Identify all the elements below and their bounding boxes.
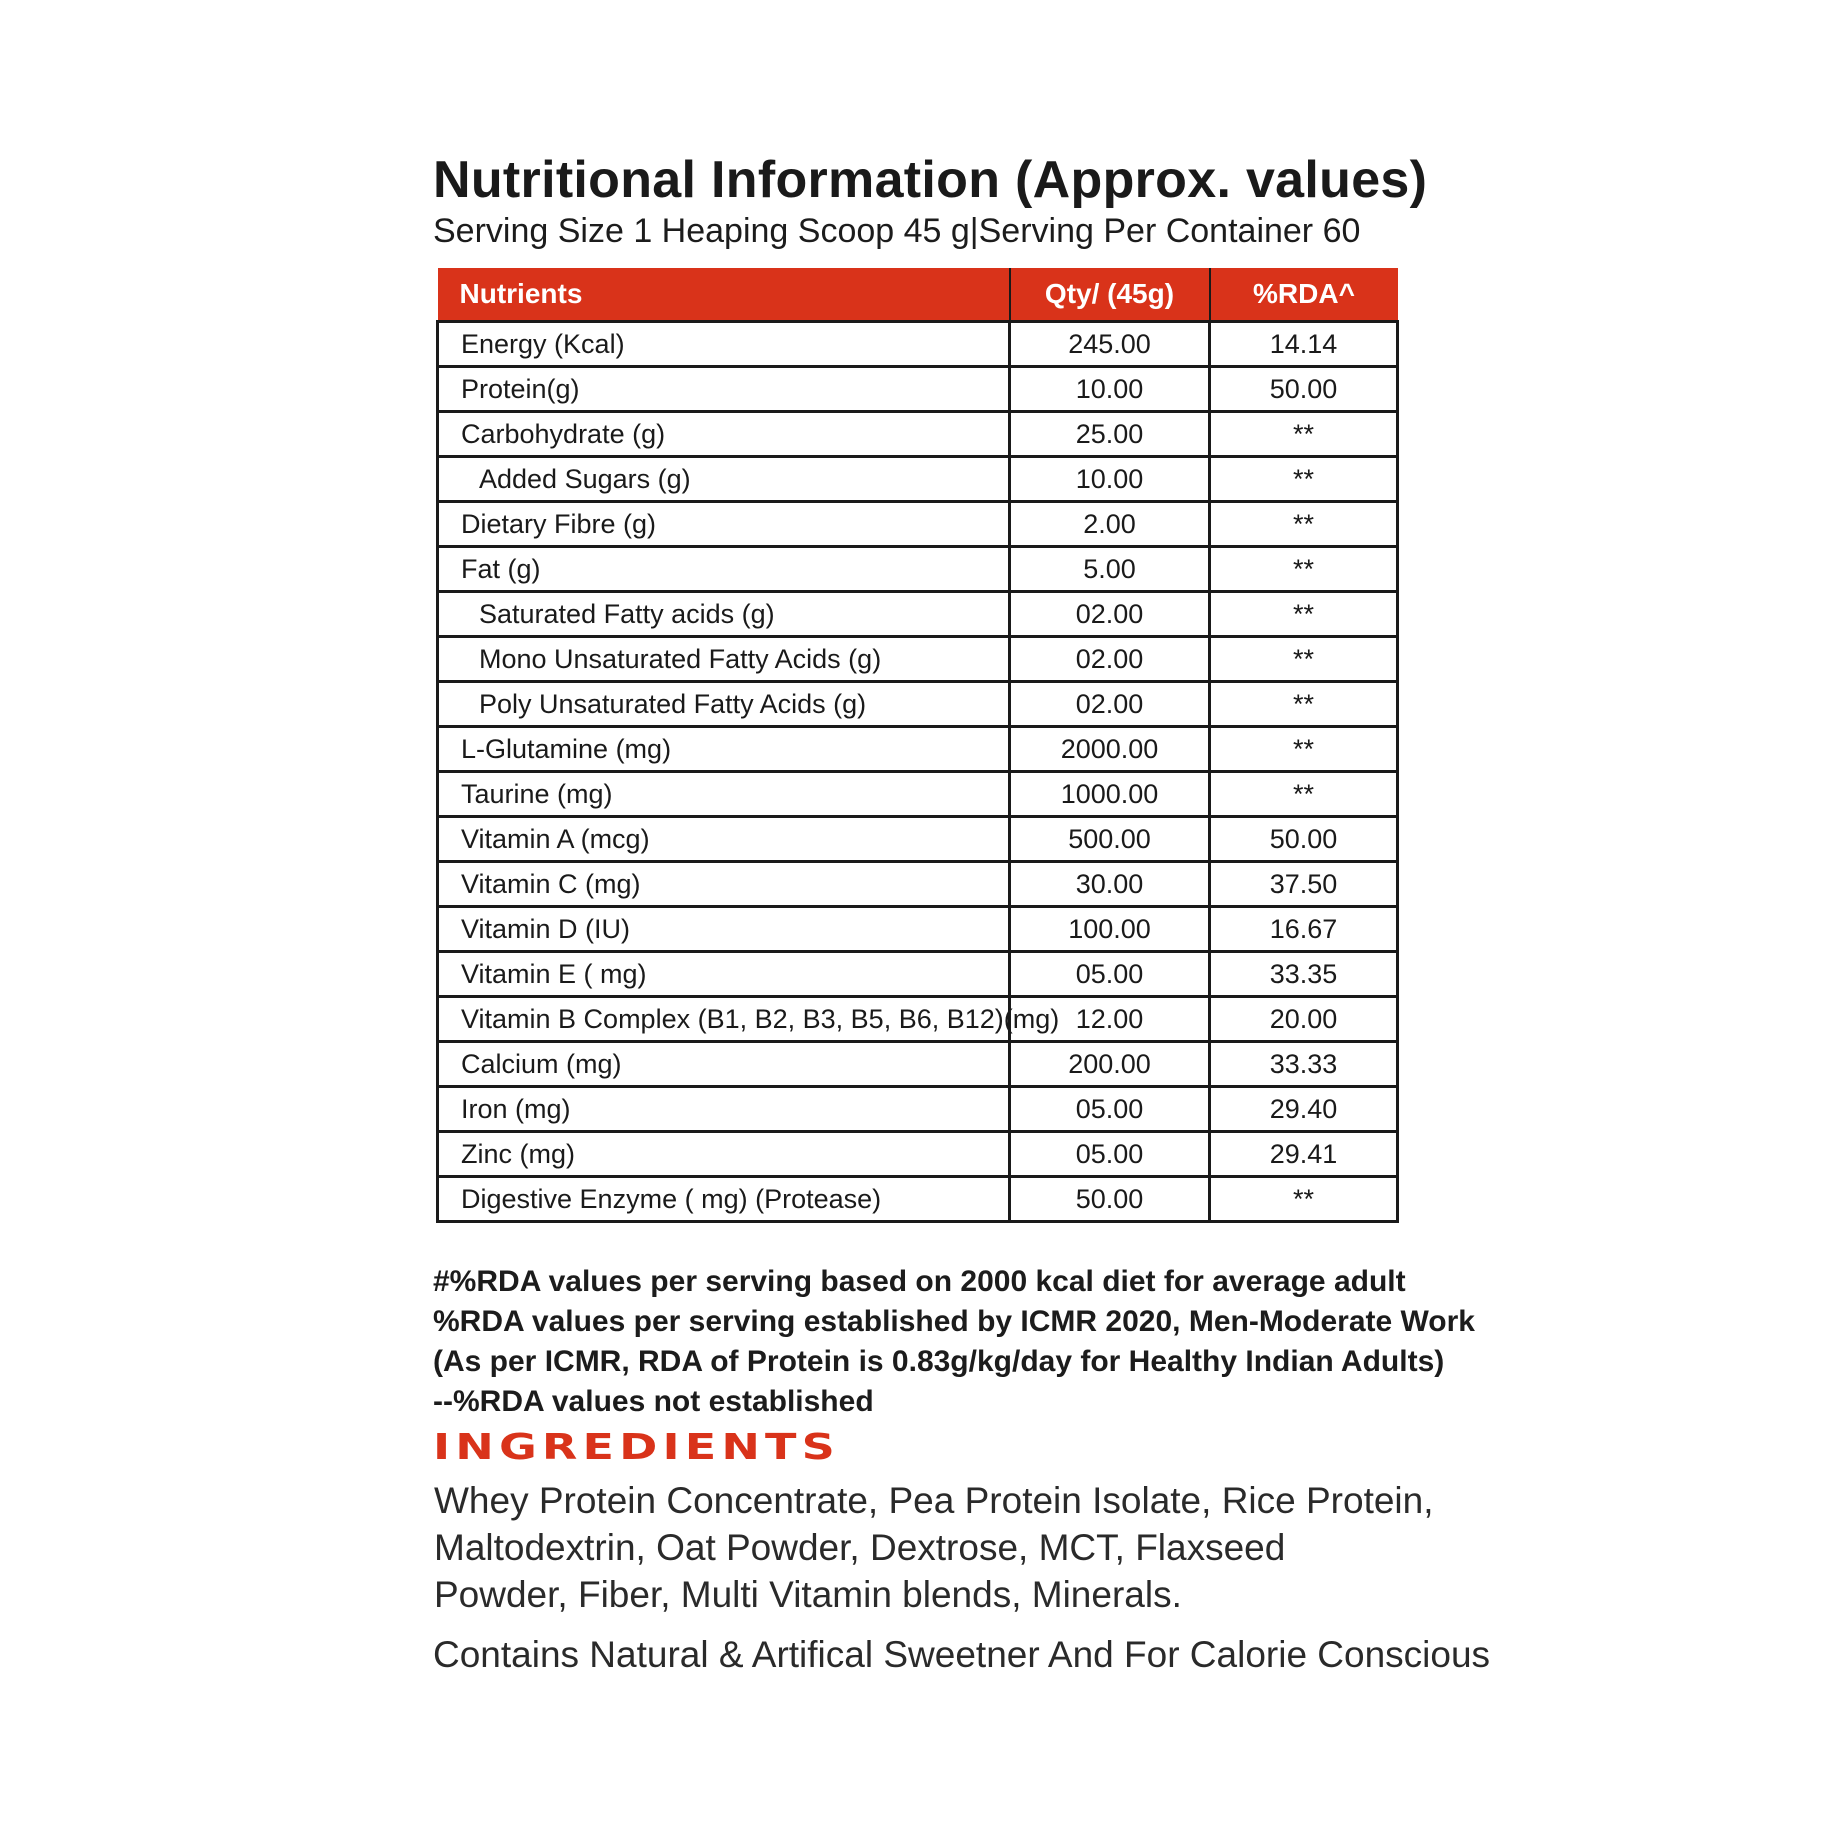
nutrient-qty: 05.00 xyxy=(1010,952,1210,997)
table-row xyxy=(438,817,1398,862)
nutrient-qty: 12.00 xyxy=(1010,997,1210,1042)
serving-info: Serving Size 1 Heaping Scoop 45 g|Serving Per Container 60 xyxy=(433,212,1361,250)
nutrient-qty: 02.00 xyxy=(1010,592,1210,637)
nutrient-rda: 14.14 xyxy=(1210,322,1398,367)
table-row xyxy=(438,1177,1398,1222)
nutrient-rda: 16.67 xyxy=(1210,907,1398,952)
nutrient-name: Zinc (mg) xyxy=(438,1132,1010,1177)
nutrient-name: Vitamin A (mcg) xyxy=(438,817,1010,862)
nutrient-name: Energy (Kcal) xyxy=(438,322,1010,367)
nutrient-qty: 100.00 xyxy=(1010,907,1210,952)
nutrient-name: Taurine (mg) xyxy=(438,772,1010,817)
nutrient-rda: ** xyxy=(1210,457,1398,502)
nutrient-qty: 25.00 xyxy=(1010,412,1210,457)
nutrition-table-body xyxy=(438,322,1398,1222)
table-row xyxy=(438,412,1398,457)
nutrient-name: Fat (g) xyxy=(438,547,1010,592)
nutrient-rda: ** xyxy=(1210,637,1398,682)
table-row xyxy=(438,1087,1398,1132)
table-row xyxy=(438,1042,1398,1087)
nutrient-name: L-Glutamine (mg) xyxy=(438,727,1010,772)
nutrient-name: Vitamin B Complex (B1, B2, B3, B5, B6, B12)(mg) xyxy=(438,997,1010,1042)
nutrient-qty: 2000.00 xyxy=(1010,727,1210,772)
nutrient-rda: ** xyxy=(1210,1177,1398,1222)
nutrient-qty: 200.00 xyxy=(1010,1042,1210,1087)
footnote-line: %RDA values per serving established by ICMR 2020, Men-Moderate Work xyxy=(433,1305,1475,1338)
nutrient-rda: 50.00 xyxy=(1210,817,1398,862)
nutrient-qty: 245.00 xyxy=(1010,322,1210,367)
nutrient-rda: 50.00 xyxy=(1210,367,1398,412)
nutrient-rda: ** xyxy=(1210,547,1398,592)
table-row xyxy=(438,637,1398,682)
nutrient-qty: 05.00 xyxy=(1010,1132,1210,1177)
table-row xyxy=(438,547,1398,592)
ingredients-line: Whey Protein Concentrate, Pea Protein Isolate, Rice Protein, xyxy=(434,1480,1434,1521)
nutrient-qty: 500.00 xyxy=(1010,817,1210,862)
nutrient-name: Vitamin C (mg) xyxy=(438,862,1010,907)
footnotes xyxy=(433,1262,1475,1422)
nutrient-name: Carbohydrate (g) xyxy=(438,412,1010,457)
nutrient-qty: 10.00 xyxy=(1010,367,1210,412)
nutrient-name: Poly Unsaturated Fatty Acids (g) xyxy=(438,682,1010,727)
nutrient-qty: 1000.00 xyxy=(1010,772,1210,817)
nutrient-qty: 05.00 xyxy=(1010,1087,1210,1132)
nutrient-rda: 29.40 xyxy=(1210,1087,1398,1132)
nutrient-qty: 10.00 xyxy=(1010,457,1210,502)
ingredients-line: Maltodextrin, Oat Powder, Dextrose, MCT, Flaxseed xyxy=(434,1527,1286,1568)
nutrient-name: Digestive Enzyme ( mg) (Protease) xyxy=(438,1177,1010,1222)
nutrient-name: Protein(g) xyxy=(438,367,1010,412)
nutrient-name: Vitamin E ( mg) xyxy=(438,952,1010,997)
nutrient-rda: 33.35 xyxy=(1210,952,1398,997)
nutrient-rda: ** xyxy=(1210,412,1398,457)
nutrient-qty: 5.00 xyxy=(1010,547,1210,592)
nutrient-rda: ** xyxy=(1210,682,1398,727)
sweetener-statement: Contains Natural & Artifical Sweetner And For Calorie Conscious xyxy=(433,1634,1491,1675)
ingredients-heading: INGREDIENTS xyxy=(433,1427,840,1468)
footnote-line: --%RDA values not established xyxy=(433,1385,874,1418)
ingredients-list xyxy=(434,1477,1434,1618)
table-row xyxy=(438,952,1398,997)
table-row xyxy=(438,367,1398,412)
nutrient-qty: 02.00 xyxy=(1010,637,1210,682)
nutrient-rda: ** xyxy=(1210,772,1398,817)
table-row xyxy=(438,907,1398,952)
nutrient-name: Mono Unsaturated Fatty Acids (g) xyxy=(438,637,1010,682)
nutrient-qty: 50.00 xyxy=(1010,1177,1210,1222)
nutrient-name: Added Sugars (g) xyxy=(438,457,1010,502)
nutrient-rda: 33.33 xyxy=(1210,1042,1398,1087)
table-row xyxy=(438,772,1398,817)
page-title: Nutritional Information (Approx. values) xyxy=(433,151,1428,209)
table-row xyxy=(438,862,1398,907)
footnote-line: #%RDA values per serving based on 2000 kcal diet for average adult xyxy=(433,1265,1406,1298)
nutrient-rda: 20.00 xyxy=(1210,997,1398,1042)
table-row xyxy=(438,682,1398,727)
ingredients-line: Powder, Fiber, Multi Vitamin blends, Minerals. xyxy=(434,1574,1182,1615)
nutrient-name: Vitamin D (IU) xyxy=(438,907,1010,952)
nutrient-qty: 30.00 xyxy=(1010,862,1210,907)
nutrient-rda: ** xyxy=(1210,592,1398,637)
nutrient-qty: 2.00 xyxy=(1010,502,1210,547)
table-header-row xyxy=(438,268,1398,322)
table-row xyxy=(438,322,1398,367)
table-row xyxy=(438,592,1398,637)
table-row xyxy=(438,727,1398,772)
footnote-line: (As per ICMR, RDA of Protein is 0.83g/kg/day for Healthy Indian Adults) xyxy=(433,1345,1445,1378)
header-nutrients: Nutrients xyxy=(438,268,1010,322)
nutrient-name: Dietary Fibre (g) xyxy=(438,502,1010,547)
table-row xyxy=(438,457,1398,502)
table-row xyxy=(438,1132,1398,1177)
header-rda: %RDA^ xyxy=(1210,268,1398,322)
nutrient-name: Calcium (mg) xyxy=(438,1042,1010,1087)
nutrient-rda: 37.50 xyxy=(1210,862,1398,907)
nutrition-table xyxy=(436,268,1399,1223)
header-qty: Qty/ (45g) xyxy=(1010,268,1210,322)
table-row xyxy=(438,997,1398,1042)
nutrient-name: Saturated Fatty acids (g) xyxy=(438,592,1010,637)
nutrient-rda: 29.41 xyxy=(1210,1132,1398,1177)
nutrient-name: Iron (mg) xyxy=(438,1087,1010,1132)
nutrient-qty: 02.00 xyxy=(1010,682,1210,727)
nutrient-rda: ** xyxy=(1210,502,1398,547)
nutrient-rda: ** xyxy=(1210,727,1398,772)
table-row xyxy=(438,502,1398,547)
